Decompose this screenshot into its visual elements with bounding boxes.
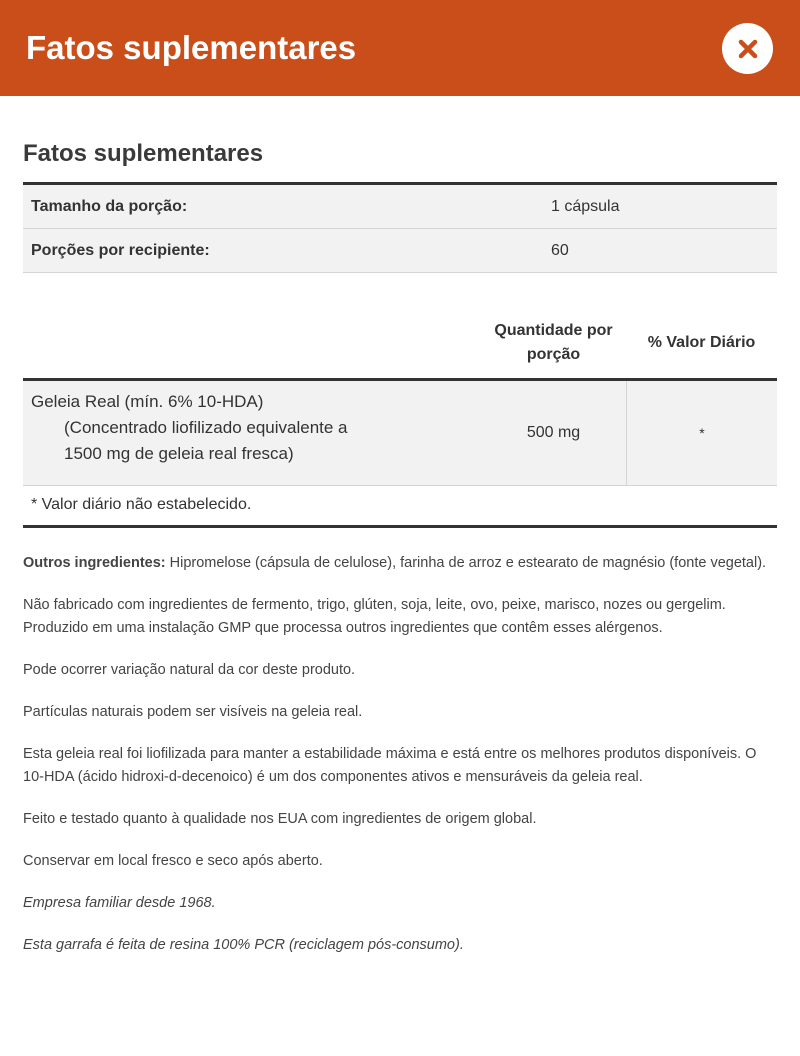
product-notes (23, 528, 777, 957)
stability-note: Esta geleia real foi liofilizada para manter a estabilidade máxima e está entre os melhores produtos disponíveis. O 10-HDA (ácido hidroxi-d-decenoico) é um dos componentes ativos e mensuráveis da geleia real. (23, 746, 757, 785)
servings-per-container-row (23, 228, 777, 272)
serving-table (23, 182, 777, 273)
color-note: Pode ocorrer variação natural da cor deste produto. (23, 662, 356, 678)
servings-per-container-value: 60 (551, 241, 569, 259)
other-ingredients-label: Outros ingredientes: (23, 555, 166, 571)
serving-size-row (23, 185, 777, 228)
nutrient-daily-value: * (626, 381, 777, 485)
storage-note: Conservar em local fresco e seco após aberto. (23, 853, 323, 869)
modal-title: Fatos suplementares (26, 29, 357, 66)
nutrient-sub-line1: (Concentrado liofilizado equivalente a (64, 418, 348, 437)
amount-header-line1: Quantidade por (494, 322, 613, 339)
nutrient-amount: 500 mg (526, 424, 581, 441)
serving-size-label: Tamanho da porção: (31, 197, 188, 215)
close-icon (737, 38, 759, 60)
nutrient-name-header (23, 313, 481, 378)
close-button[interactable] (722, 23, 773, 74)
nutrient-row (23, 381, 777, 486)
nutrient-main-name: Geleia Real (mín. 6% 10-HDA) (31, 392, 264, 411)
other-ingredients (23, 552, 777, 575)
family-company-note: Empresa familiar desde 1968. (23, 895, 216, 911)
bottle-note: Esta garrafa é feita de resina 100% PCR (reciclagem pós-consumo). (23, 937, 464, 953)
other-ingredients-text: Hipromelose (cápsula de celulose), farinha de arroz e estearato de magnésio (fonte vegetal). (165, 555, 767, 571)
daily-value-header: % Valor Diário (647, 334, 756, 351)
serving-size-value: 1 cápsula (551, 197, 620, 215)
panel-title: Fatos suplementares (23, 140, 264, 167)
allergen-note: Não fabricado com ingredientes de fermento, trigo, glúten, soja, leite, ovo, peixe, marisco, nozes ou gergelim. Produzido em uma instalação GMP que processa outros ingredientes que contêm esses alérgenos. (23, 597, 726, 636)
modal-header (0, 0, 800, 96)
daily-value-footnote: * Valor diário não estabelecido. (23, 486, 777, 528)
nutrient-name (23, 381, 481, 485)
servings-per-container-label: Porções por recipiente: (31, 241, 210, 259)
made-in-note: Feito e testado quanto à qualidade nos EUA com ingredientes de origem global. (23, 811, 537, 827)
amount-per-serving-header (481, 313, 626, 378)
modal-content (0, 96, 800, 957)
particles-note: Partículas naturais podem ser visíveis na geleia real. (23, 704, 363, 720)
amount-header-line2: porção (526, 346, 581, 363)
nutrient-sub-line2: 1500 mg de geleia real fresca) (64, 444, 294, 463)
nutrient-table-header (23, 313, 777, 381)
